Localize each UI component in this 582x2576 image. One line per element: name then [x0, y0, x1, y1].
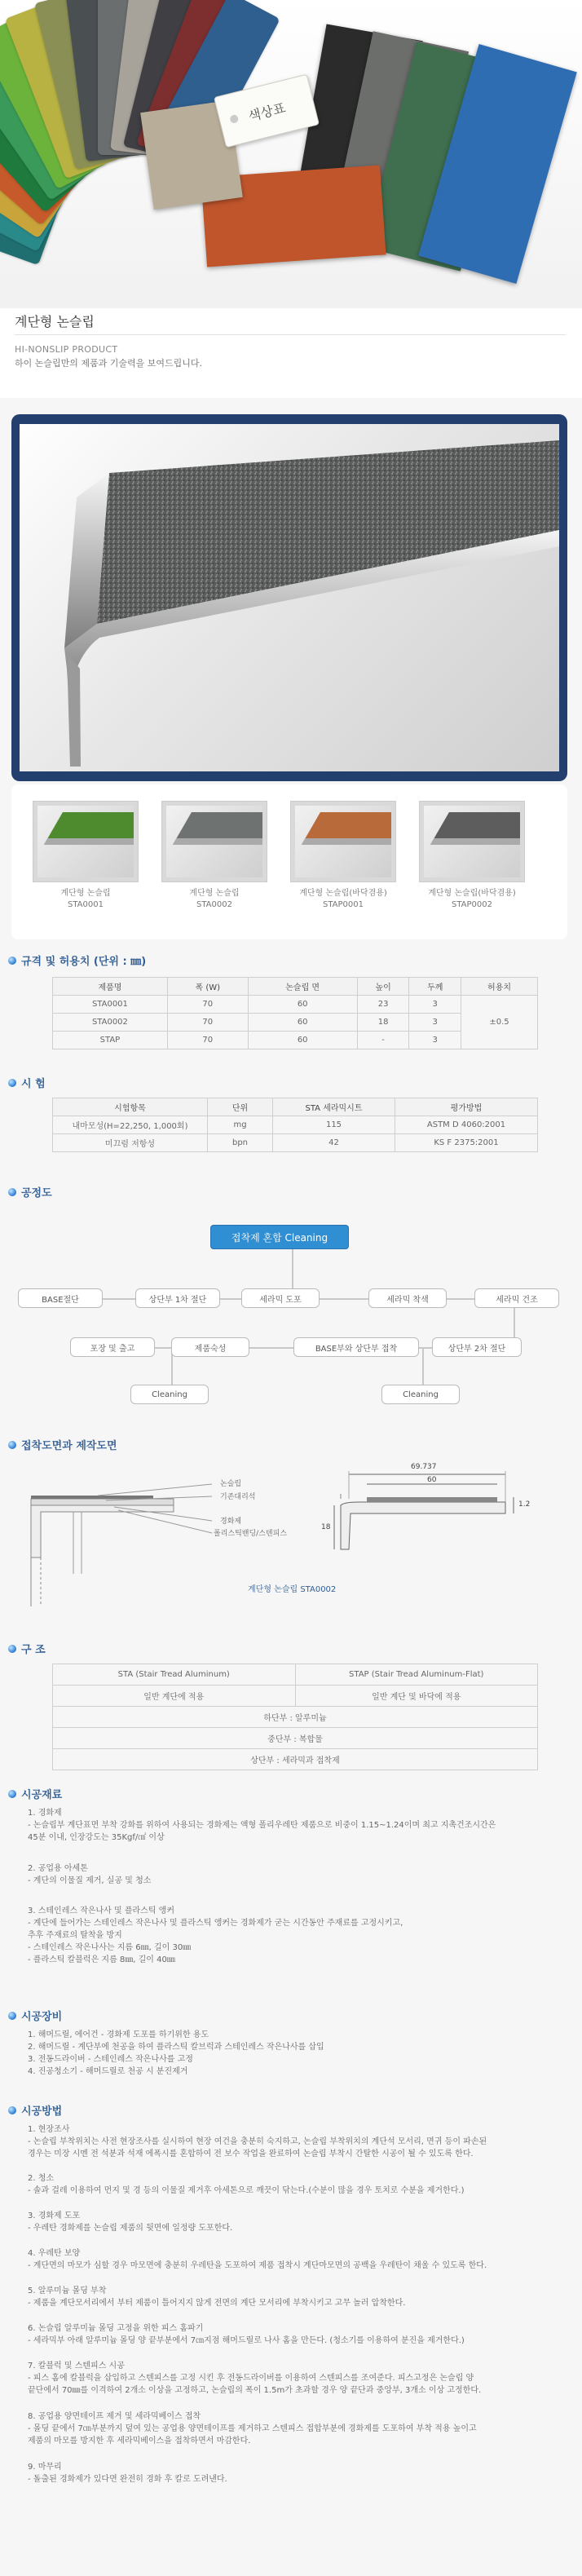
title-divider — [15, 334, 566, 335]
table-header-row: STA (Stair Tread Aluminum) STAP (Stair Tread Aluminum-Flat) — [53, 1664, 538, 1686]
method-step: 3. 경화제 도포 - 우레탄 경화제를 논슬립 제품의 뒷면에 일정량 도포한다. — [28, 2211, 233, 2233]
dimension-width: 69.737 — [411, 1463, 437, 1471]
spec-table — [52, 977, 538, 1049]
tag-hole — [229, 114, 239, 124]
equipment-list — [28, 2029, 549, 2078]
dimension-height: 18 — [321, 1523, 331, 1531]
process-step-cleaning: Cleaning — [381, 1385, 460, 1404]
header-description: 하이 논슬립만의 제품과 기술력을 보여드립니다. — [15, 358, 203, 369]
process-step: 상단부 2차 절단 — [432, 1337, 522, 1357]
page-title: 계단형 논슬립 — [15, 314, 95, 329]
bullet-icon — [8, 957, 16, 965]
table-row: 일반 계단에 적용 일반 계단 및 바닥에 적용 — [53, 1686, 538, 1707]
thumbnail-metal — [430, 838, 520, 845]
process-step: 세라믹 도포 — [241, 1288, 320, 1308]
process-step: 세라믹 착색 — [368, 1288, 447, 1308]
section-title-process: 공정도 — [8, 1184, 52, 1200]
thumbnail-label: 계단형 논슬립 STA0001 — [60, 889, 111, 909]
bullet-icon — [8, 1441, 16, 1449]
tag-label: 색상표 — [246, 99, 288, 124]
table-row: STA0001 70 60 23 3 ±0.5 — [53, 996, 538, 1014]
subtitle-en: HI-NONSLIP PRODUCT — [15, 344, 118, 355]
process-step-cleaning: Cleaning — [130, 1385, 209, 1404]
section-title-test: 시 험 — [8, 1075, 46, 1090]
drawing-label: 폴리스틱밴딩/스텐피스 — [214, 1530, 287, 1538]
thumbnail-label: 계단형 논슬립 STA0002 — [189, 889, 240, 909]
table-row: STA0002 70 60 18 3 — [53, 1014, 538, 1032]
method-step: 6. 논슬립 알루미늄 몰딩 고정을 위한 피스 홈파기 - 세라믹부 아래 알루미늄 몰딩 양 끝부분에서 7㎝지점 해머드릴로 나사 홈을 만든다. (청소기를 이용하여 분진을 제거한다.) — [28, 2324, 465, 2345]
list-item: 3. 전동드라이버 - 스테인레스 작은나사를 고정 — [28, 2055, 193, 2064]
list-item: 4. 진공청소기 - 해머드릴로 천공 시 분진제거 — [28, 2067, 188, 2076]
process-step: 포장 및 출고 — [70, 1337, 155, 1357]
process-step: BASE절단 — [18, 1288, 103, 1308]
technical-drawing — [24, 1460, 562, 1623]
table-row: 하단부 : 알루미늄 — [53, 1707, 538, 1728]
section-title-method: 시공방법 — [8, 2102, 62, 2118]
table-row: STAP 70 60 - 3 — [53, 1032, 538, 1049]
table-header-row: 시험항목 단위 STA 세라믹시트 평가방법 — [53, 1098, 538, 1116]
table-row: 중단부 : 복합물 — [53, 1728, 538, 1749]
method-step: 5. 알루미늄 몰딩 부착 - 제품을 계단모서리에서 부터 제품이 틀어지지 않게 전면의 계단 모서리에 부착시키고 고무 놀러 압착한다. — [28, 2287, 406, 2308]
table-row: 상단부 : 세라믹과 접착제 — [53, 1749, 538, 1770]
materials-item: 1. 경화제 - 논슬립부 계단표면 부착 강화를 위하여 사용되는 경화제는 액형 폴리우레탄 제품으로 비중이 1.15~1.24이며 최고 지촉건조시간은 45분 이내, 인장강도는 35Kgf/㎠ 이상 — [28, 1809, 496, 1842]
section-title-structure: 구 조 — [8, 1641, 46, 1656]
bullet-icon — [8, 1790, 16, 1798]
method-step: 4. 우레탄 보양 - 계단면의 마모가 심할 경우 마모면에 충분히 우레탄을 도포하여 제품 접착시 계단마모면의 공백을 우레탄이 채울 수 있도록 한다. — [28, 2249, 487, 2270]
dimension-face: 60 — [427, 1476, 437, 1484]
drawing-label: 기존대리석 — [220, 1493, 256, 1501]
process-step: 제품숙성 — [171, 1337, 249, 1357]
process-step-main: 접착제 혼합 Cleaning — [210, 1225, 349, 1249]
test-table — [52, 1098, 538, 1152]
drawing-svg — [24, 1460, 562, 1623]
thumbnail-metal — [302, 838, 391, 845]
thumbnail-sta0002[interactable] — [161, 801, 267, 882]
drawing-label: 논슬립 — [220, 1480, 242, 1488]
table-row: 미끄럼 저항성 bpn 42 KS F 2375:2001 — [53, 1134, 538, 1152]
bullet-icon — [8, 1645, 16, 1653]
bullet-icon — [8, 1188, 16, 1196]
section-title-materials: 시공재료 — [8, 1786, 62, 1801]
method-step: 9. 마무리 - 돌출된 경화제가 있다면 완전히 경화 후 칼로 도려낸다. — [28, 2463, 227, 2484]
method-step: 2. 청소 - 솔과 걸레 이용하여 먼지 및 경 등의 이물질 제거후 아세톤으로 깨끗이 닦는다.(수분이 많을 경우 토치로 수분을 제거한다.) — [28, 2174, 465, 2195]
structure-table — [52, 1664, 538, 1770]
bullet-icon — [8, 2012, 16, 2020]
list-item: 2. 해머드릴 - 계단부에 천공을 하여 플라스틱 칼브럭과 스테인레스 작은나사를 삽입 — [28, 2043, 324, 2052]
section-title-spec: 규격 및 허용치 (단위 : ㎜) — [8, 952, 146, 968]
process-connector — [422, 1347, 424, 1385]
bullet-icon — [8, 2106, 16, 2114]
table-header-row: 제품명 폭 (W) 논슬립 면 높이 두께 허용치 — [53, 978, 538, 996]
hero-image — [0, 0, 582, 308]
thumbnail-label: 계단형 논슬립(바닥겸용) STAP0002 — [428, 889, 516, 909]
process-step: BASE부와 상단부 접착 — [293, 1337, 419, 1357]
bullet-icon — [8, 1079, 16, 1087]
dimension-thickness: 1.2 — [518, 1500, 531, 1509]
method-step: 1. 현장조사 - 논슬립 부착위치는 사전 현장조사를 실시하여 현장 여건을 충분히 숙지하고, 논슬립 부착위치의 계단석 모서리, 면귀 등이 파손된 경우는 미장 시멘 전 석분과 석재 에폭시를 혼합하여 전 보수 작업을 완료하여 논슬립 부착시 간탈한 시공이 될 수 있도록 한다. — [28, 2125, 487, 2158]
materials-item: 3. 스테인레스 작은나사 및 플라스틱 앵커 - 계단에 들어가는 스테인레스 작은나사 및 플라스틱 앵커는 경화제가 굳는 시간동안 주재료를 고정시키고, 추후 주재료의 탈착을 방지 - 스테인레스 작은나사는 지름 6㎜, 길이 30㎜ - 플라스틱 칼블럭은 지름 8㎜, 길이 40㎜ — [28, 1907, 403, 1964]
method-step: 7. 칼블럭 및 스텐피스 시공 - 피스 홈에 칼블럭을 삽입하고 스텐피스를 고정 시킨 후 전동드라이버를 이용하여 스텐피스를 조여준다. 피스고정은 논슬립 양 끝단에서 70㎜를 이격하여 2개소 이상을 고정하고, 논슬립의 폭이 1.5m가 초과할 경우 양 끝단과 중앙부, 3개소 이상 고정한다. — [28, 2362, 482, 2395]
product-image — [20, 424, 559, 771]
stair-nosing-illustration — [20, 424, 559, 771]
thumbnail-stap0001[interactable] — [290, 801, 396, 882]
tolerance-cell: ±0.5 — [461, 996, 538, 1049]
drawing-caption: 계단형 논슬립 STA0002 — [248, 1585, 337, 1594]
thumbnail-sta0001[interactable] — [33, 801, 139, 882]
method-step: 8. 공업용 양면테이프 제거 및 세라믹베이스 접착 - 몰딩 끝에서 7㎝부분까지 덮여 있는 공업용 양면테이프를 제거하고 스텐피스 접합부분에 경화제를 도포하여 부착 적용 높이고 제품의 마모를 방지한 후 세라믹베이스을 접착하면서 마감한다. — [28, 2412, 477, 2446]
section-title-equipment: 시공장비 — [8, 2008, 62, 2023]
thumbnail-metal — [173, 838, 262, 845]
table-row: 내마모성(H=22,250, 1,000회) mg 115 ASTM D 4060:2001 — [53, 1116, 538, 1134]
thumbnail-metal — [44, 838, 134, 845]
thumbnail-label: 계단형 논슬립(바닥겸용) STAP0001 — [299, 889, 387, 909]
section-title-drawing: 접착도면과 제작도면 — [8, 1437, 117, 1452]
list-item: 1. 해머드릴, 에어건 - 경화제 도포를 하기위한 용도 — [28, 2030, 209, 2039]
thumbnail-stap0002[interactable] — [419, 801, 525, 882]
drawing-label: 경화제 — [220, 1518, 242, 1526]
process-step: 세라믹 건조 — [474, 1288, 559, 1308]
materials-item: 2. 공업용 아세톤 - 계단의 이물질 제거, 실공 및 청소 — [28, 1864, 152, 1885]
process-step: 상단부 1차 절단 — [135, 1288, 220, 1308]
